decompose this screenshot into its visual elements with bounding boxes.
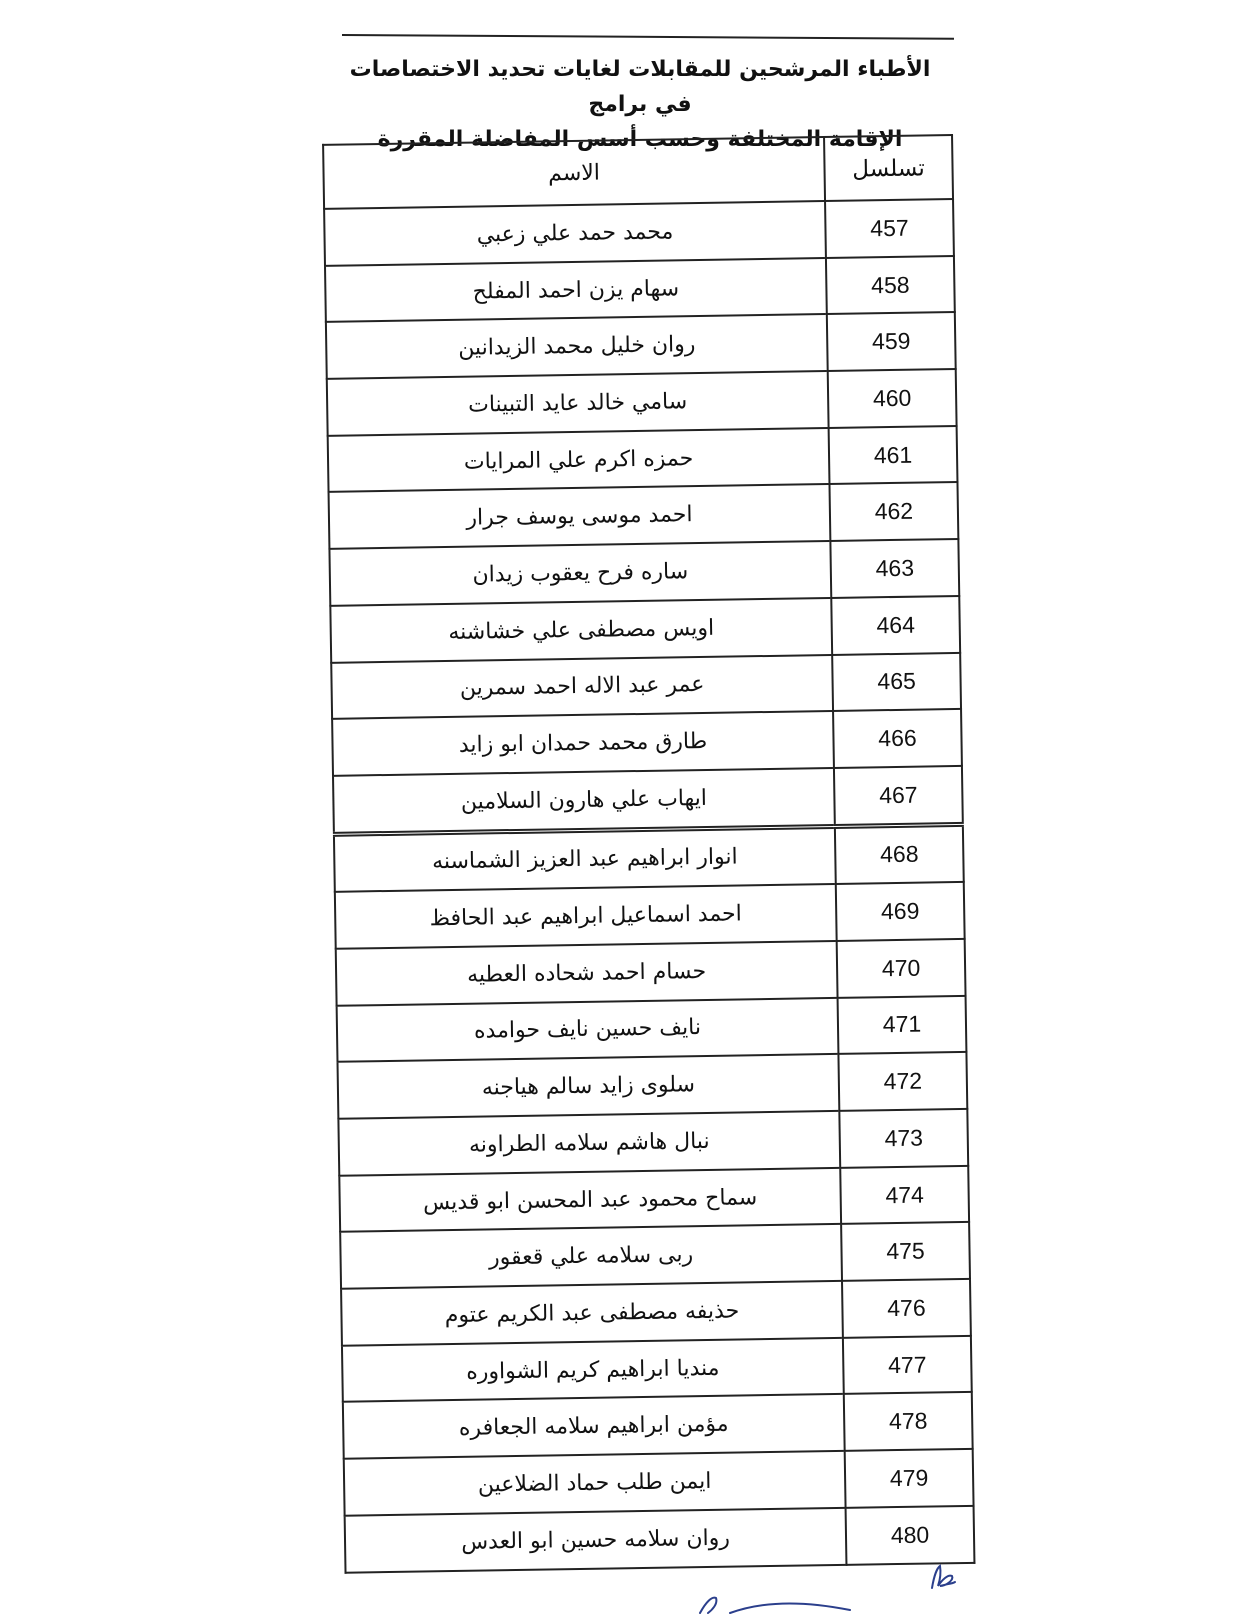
serial-cell: 466 [833, 709, 962, 768]
table-row [339, 1166, 969, 1233]
table-row [333, 766, 963, 834]
name-cell: مؤمن ابراهيم سلامه الجعافره [343, 1394, 845, 1459]
serial-cell: 461 [829, 426, 958, 485]
serial-cell: 476 [842, 1279, 971, 1338]
name-cell: اويس مصطفى علي خشاشنه [330, 598, 832, 663]
top-rule [342, 34, 954, 40]
serial-cell: 462 [829, 482, 958, 541]
serial-cell: 464 [831, 596, 960, 655]
serial-cell: 458 [826, 256, 955, 315]
name-cell: طارق محمد حمدان ابو زايد [332, 711, 834, 776]
name-cell: حذيفه مصطفى عبد الكريم عتوم [341, 1281, 843, 1346]
candidates-table-wrapper [322, 134, 975, 1573]
serial-cell: 473 [839, 1109, 968, 1168]
table-row [329, 539, 959, 606]
candidates-table [322, 134, 975, 1573]
table-row [337, 996, 967, 1063]
serial-cell: 465 [832, 652, 961, 711]
title-line-2: الإقامة المختلفة وحسب أسس المفاضلة المقررة [377, 127, 903, 152]
table-row [335, 882, 965, 949]
table-row [330, 596, 960, 663]
handwritten-signature [690, 1592, 860, 1614]
table-row [331, 652, 961, 719]
name-cell: روان خليل محمد الزيدانين [326, 314, 828, 379]
serial-cell: 475 [841, 1222, 970, 1281]
name-cell: سلوى زايد سالم هياجنه [338, 1054, 840, 1119]
table-row [343, 1392, 973, 1459]
serial-cell: 479 [845, 1449, 974, 1508]
table-row [345, 1506, 975, 1573]
name-cell: ايهاب علي هارون السلامين [333, 768, 835, 834]
table-row [332, 709, 962, 776]
serial-cell: 459 [827, 312, 956, 371]
title-line-1: الأطباء المرشحين للمقابلات لغايات تحديد الاختصاصات في برامج [349, 57, 931, 117]
table-row [326, 312, 956, 379]
table-row [327, 369, 957, 436]
table-row [342, 1336, 972, 1403]
table-row [338, 1109, 968, 1176]
table-row [338, 1052, 968, 1119]
name-cell: احمد موسى يوسف جرار [329, 484, 831, 549]
name-cell: انوار ابراهيم عبد العزيز الشماسنه [334, 826, 836, 892]
name-cell: ربى سلامه علي قعقور [340, 1224, 842, 1289]
table-row [336, 939, 966, 1006]
name-cell: عمر عبد الاله احمد سمرين [331, 654, 833, 719]
serial-cell: 478 [844, 1392, 973, 1451]
table-row [329, 482, 959, 549]
name-cell: منديا ابراهيم كريم الشواوره [342, 1338, 844, 1403]
serial-cell: 467 [834, 766, 963, 826]
name-cell: حمزه اكرم علي المرايات [328, 428, 830, 493]
name-cell: ايمن طلب حماد الضلاعين [344, 1451, 846, 1516]
serial-cell: 468 [835, 824, 964, 884]
name-cell: روان سلامه حسين ابو العدس [345, 1508, 847, 1573]
table-row [324, 199, 954, 266]
serial-cell: 474 [840, 1166, 969, 1225]
header-serial: تسلسل [824, 135, 953, 201]
serial-cell: 477 [843, 1336, 972, 1395]
serial-cell: 480 [846, 1506, 975, 1565]
serial-cell: 463 [830, 539, 959, 598]
name-cell: محمد حمد علي زعبي [324, 201, 826, 266]
name-cell: حسام احمد شحاده العطيه [336, 941, 838, 1006]
table-row [325, 256, 955, 323]
name-cell: احمد اسماعيل ابراهيم عبد الحافظ [335, 884, 837, 949]
name-cell: سامي خالد عايد التبينات [327, 371, 829, 436]
name-cell: نبال هاشم سلامه الطراونه [338, 1111, 840, 1176]
table-row [340, 1222, 970, 1289]
table-row [344, 1449, 974, 1516]
table-row [328, 426, 958, 493]
name-cell: سماح محمود عبد المحسن ابو قديس [339, 1168, 841, 1233]
table-header-row [323, 135, 953, 209]
table-row [334, 824, 964, 892]
serial-cell: 470 [837, 939, 966, 998]
serial-cell: 457 [825, 199, 954, 258]
table-row [341, 1279, 971, 1346]
header-name: الاسم [323, 137, 825, 209]
name-cell: ساره فرح يعقوب زيدان [329, 541, 831, 606]
serial-cell: 472 [838, 1052, 967, 1111]
name-cell: سهام يزن احمد المفلح [325, 258, 827, 323]
name-cell: نايف حسين نايف حوامده [337, 998, 839, 1063]
serial-cell: 460 [828, 369, 957, 428]
serial-cell: 471 [838, 996, 967, 1055]
handwritten-initial-mark [928, 1562, 958, 1592]
serial-cell: 469 [836, 882, 965, 941]
